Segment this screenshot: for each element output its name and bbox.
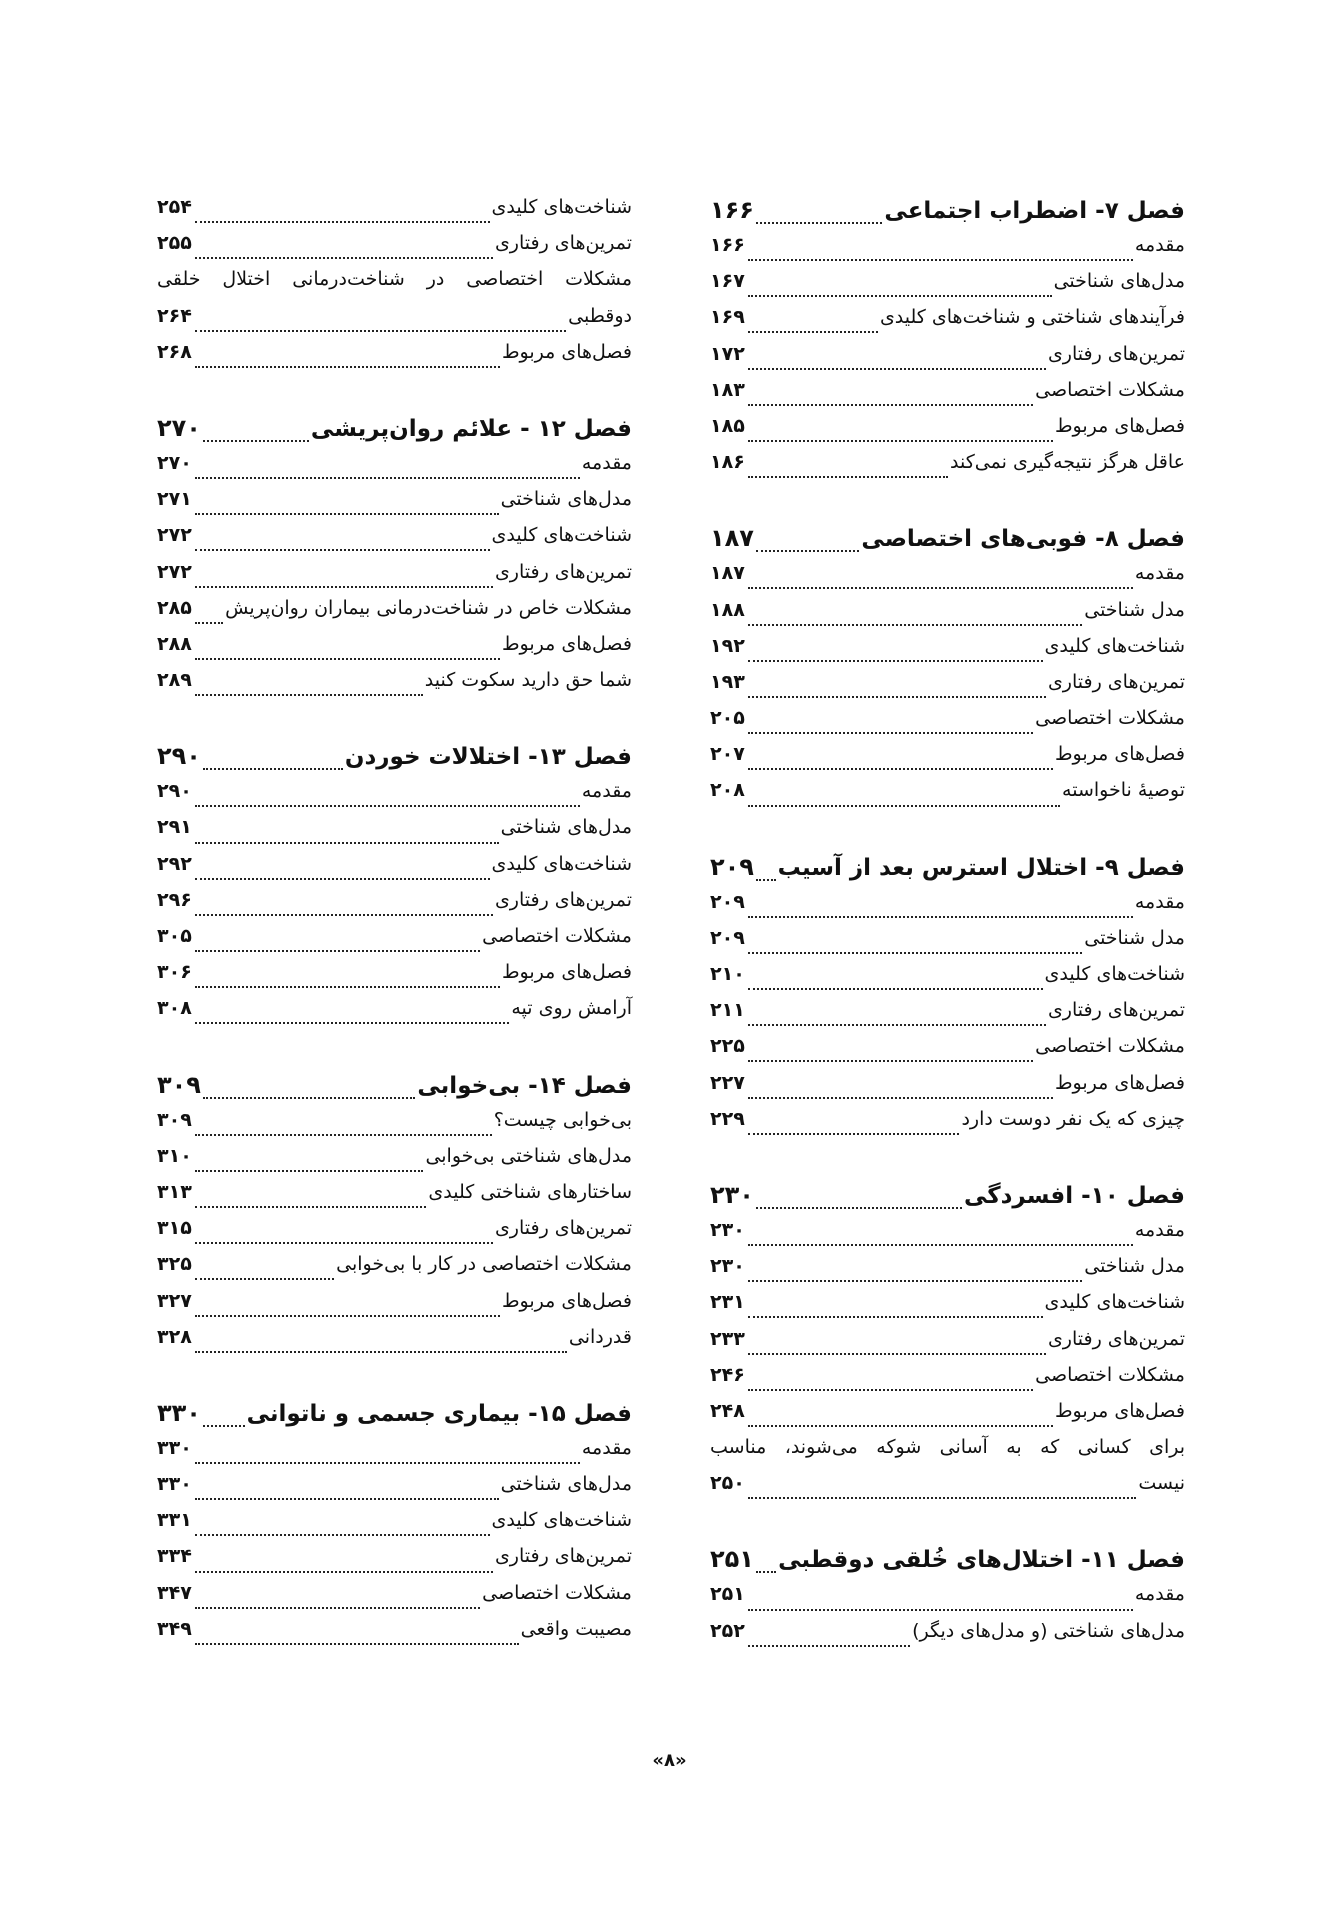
entry-title: مشکلات اختصاصی: [1035, 378, 1185, 401]
toc-entry: [710, 1400, 1185, 1436]
toc-entry: [710, 743, 1185, 779]
toc-entry: [710, 1219, 1185, 1255]
page-ref: ۲۹۰: [157, 780, 192, 803]
dot-leader: [748, 952, 1082, 954]
page-ref: ۲۲۹: [710, 1107, 745, 1130]
toc-entry: [157, 1582, 632, 1618]
page-ref: ۲۰۸: [710, 779, 745, 802]
entry-title: مقدمه: [1134, 1583, 1185, 1606]
page-ref: ۲۰۹: [710, 852, 754, 881]
dot-leader: [748, 1497, 1136, 1499]
chapter-heading: [157, 1071, 632, 1109]
toc-entry: [710, 234, 1185, 270]
toc-entry: [157, 925, 632, 961]
toc-section: [710, 853, 1185, 1144]
dot-leader: [748, 1060, 1033, 1062]
page-ref: ۱۸۵: [710, 414, 745, 437]
entry-title: مشکلات اختصاصی در شناخت‌درمانی اختلال خلقی: [157, 268, 632, 291]
toc-section: [710, 1181, 1185, 1509]
page-ref: ۲۳۱: [710, 1291, 745, 1314]
page-ref: ۲۳۰: [710, 1218, 745, 1241]
chapter-title: فصل ۸- فوبی‌های اختصاصی: [861, 526, 1185, 553]
chapter-title: فصل ۹- اختلال استرس بعد از آسیب: [777, 854, 1185, 881]
entry-title: شناخت‌های کلیدی: [491, 196, 632, 218]
dot-leader: [195, 221, 490, 223]
toc-entry: [157, 669, 632, 705]
chapter-heading: [710, 1545, 1185, 1583]
toc-entry: [157, 1618, 632, 1654]
chapter-title: فصل ۱۴- بی‌خوابی: [417, 1072, 632, 1099]
page-ref: ۳۴۷: [157, 1581, 192, 1604]
entry-title: تمرین‌های رفتاری: [494, 1545, 632, 1568]
entry-title: مقدمه: [581, 1436, 632, 1459]
toc-entry: [157, 488, 632, 524]
page-ref: ۲۰۵: [710, 707, 745, 730]
page-ref: ۲۹۲: [157, 852, 192, 875]
page-ref: ۲۰۹: [710, 926, 745, 949]
toc-entry: [157, 597, 632, 633]
page-ref: ۳۲۸: [157, 1325, 192, 1348]
dot-leader: [748, 1609, 1133, 1611]
entry-title: فصل‌های مربوط: [1054, 1071, 1185, 1094]
toc-section: [710, 1545, 1185, 1655]
page-ref: ۳۳۱: [157, 1509, 192, 1532]
dot-leader: [203, 1097, 415, 1099]
toc-entry: [157, 780, 632, 816]
entry-title: فصل‌های مربوط: [501, 632, 632, 655]
toc-entry: [157, 341, 632, 377]
toc-section: [157, 742, 632, 1033]
toc-entry: [710, 1035, 1185, 1071]
entry-title: مدل‌های شناختی (و مدل‌های دیگر): [912, 1619, 1185, 1642]
page-ref: ۲۹۱: [157, 816, 192, 839]
entry-title: فصل‌های مربوط: [501, 1289, 632, 1312]
dot-leader: [195, 986, 500, 988]
dot-leader: [748, 1645, 910, 1647]
page-ref: ۲۶۸: [157, 340, 192, 363]
toc-entry: [710, 963, 1185, 999]
entry-title: تمرین‌های رفتاری: [494, 560, 632, 583]
dot-leader: [748, 587, 1133, 589]
toc-entry: [157, 1509, 632, 1545]
chapter-heading: [710, 1181, 1185, 1219]
toc-section: [157, 1071, 632, 1362]
chapter-title: فصل ۱۲ - علائم روان‌پریشی: [310, 415, 632, 442]
chapter-heading: [710, 853, 1185, 891]
entry-title: مدل‌های شناختی: [500, 488, 632, 511]
page-ref: ۲۸۸: [157, 632, 192, 655]
page-ref: ۳۳۴: [157, 1545, 192, 1568]
toc-entry: [710, 999, 1185, 1035]
toc-entry: [157, 1290, 632, 1326]
entry-title: تمرین‌های رفتاری: [1047, 670, 1185, 693]
page-ref: ۲۳۳: [710, 1327, 745, 1350]
dot-leader: [195, 1242, 493, 1244]
chapter-heading: [710, 196, 1185, 234]
page-ref: ۲۳۰: [710, 1255, 745, 1278]
entry-title: تمرین‌های رفتاری: [494, 888, 632, 911]
toc-entry: [157, 1145, 632, 1181]
dot-leader: [195, 694, 423, 696]
entry-title: مدل‌های شناختی: [1053, 270, 1185, 293]
toc-entry: [157, 1437, 632, 1473]
page-ref: ۳۰۹: [157, 1108, 192, 1131]
toc-entry: [710, 1436, 1185, 1472]
toc-entry: [710, 671, 1185, 707]
entry-title: ساختارهای شناختی کلیدی: [428, 1180, 632, 1203]
dot-leader: [748, 696, 1046, 698]
page-ref: ۲۵۰: [710, 1472, 745, 1495]
page-ref: ۲۶۴: [157, 304, 192, 327]
dot-leader: [748, 660, 1043, 662]
toc-entry: [710, 1620, 1185, 1656]
toc-entry: [710, 343, 1185, 379]
chapter-heading: [710, 524, 1185, 562]
dot-leader: [195, 1278, 334, 1280]
page-ref: ۲۴۸: [710, 1399, 745, 1422]
toc-entry: [710, 1364, 1185, 1400]
dot-leader: [195, 1498, 499, 1500]
entry-title: مقدمه: [1134, 1218, 1185, 1241]
entry-title: عاقل هرگز نتیجه‌گیری نمی‌کند: [950, 451, 1185, 474]
entry-title: بی‌خوابی چیست؟: [493, 1108, 632, 1131]
toc-entry: [710, 1328, 1185, 1364]
page-ref: ۲۷۰: [157, 413, 201, 442]
entry-title: مشکلات اختصاصی: [482, 1581, 632, 1604]
toc-entry: [157, 561, 632, 597]
dot-leader: [748, 368, 1046, 370]
entry-title: آرامش روی تپه: [511, 997, 632, 1020]
dot-leader: [195, 1534, 490, 1536]
dot-leader: [756, 879, 776, 881]
dot-leader: [195, 622, 223, 624]
dot-leader: [195, 1022, 509, 1024]
entry-title: چیزی که یک نفر دوست دارد: [961, 1107, 1185, 1130]
toc-entry: [157, 633, 632, 669]
entry-title: مشکلات اختصاصی: [1035, 1363, 1185, 1386]
page-ref: ۲۵۴: [157, 196, 192, 218]
entry-title: فصل‌های مربوط: [1054, 414, 1185, 437]
toc-entry: [157, 305, 632, 341]
dot-leader: [748, 259, 1133, 261]
entry-title: مشکلات اختصاصی: [1035, 707, 1185, 730]
toc-entry: [157, 1181, 632, 1217]
dot-leader: [195, 549, 490, 551]
chapter-heading: [157, 414, 632, 452]
entry-title: فرآیندهای شناختی و شناخت‌های کلیدی: [879, 306, 1185, 329]
dot-leader: [195, 1643, 519, 1645]
page-number: «۸»: [652, 1750, 687, 1771]
page-ref: ۲۵۱: [710, 1545, 754, 1574]
entry-title: تمرین‌های رفتاری: [1047, 342, 1185, 365]
dot-leader: [203, 440, 309, 442]
dot-leader: [195, 1571, 493, 1573]
toc-entry: [157, 196, 632, 232]
dot-leader: [756, 222, 882, 224]
toc-entry: [710, 415, 1185, 451]
toc-entry: [157, 816, 632, 852]
page-ref: ۱۶۶: [710, 234, 745, 256]
page-ref: ۳۲۷: [157, 1289, 192, 1312]
dot-leader: [748, 732, 1033, 734]
entry-title: مشکلات اختصاصی: [1035, 1035, 1185, 1058]
dot-leader: [748, 476, 948, 478]
entry-title: تمرین‌های رفتاری: [1047, 1327, 1185, 1350]
dot-leader: [203, 1425, 245, 1427]
dot-leader: [748, 805, 1060, 807]
toc-entry: [157, 1326, 632, 1362]
page-ref: ۲۹۶: [157, 888, 192, 911]
page-ref: ۱۹۲: [710, 634, 745, 657]
dot-leader: [195, 1134, 492, 1136]
entry-title: توصیهٔ ناخواسته: [1062, 779, 1185, 802]
toc-entry: [157, 1473, 632, 1509]
page-ref: ۳۱۰: [157, 1144, 192, 1167]
toc-entry: [710, 306, 1185, 342]
chapter-title: فصل ۱۰- افسردگی: [963, 1182, 1185, 1209]
entry-title: شناخت‌های کلیدی: [491, 1509, 632, 1532]
dot-leader: [195, 950, 480, 952]
dot-leader: [748, 404, 1033, 406]
page-ref: ۲۷۲: [157, 524, 192, 547]
page-ref: ۲۳۰: [710, 1180, 754, 1209]
toc-column-right: [710, 196, 1185, 1693]
toc-column-left: [157, 196, 632, 1691]
entry-title: فصل‌های مربوط: [501, 340, 632, 363]
dot-leader: [748, 768, 1053, 770]
entry-title: مصیبت واقعی: [520, 1617, 632, 1640]
page-ref: ۳۰۶: [157, 961, 192, 984]
entry-title: تمرین‌های رفتاری: [1047, 999, 1185, 1022]
entry-title: مدل شناختی: [1084, 926, 1185, 949]
page-ref: ۲۷۱: [157, 488, 192, 511]
page-ref: ۲۵۵: [157, 232, 192, 255]
toc-entry: [710, 707, 1185, 743]
toc-entry: [710, 891, 1185, 927]
entry-title: دوقطبی: [568, 304, 632, 327]
entry-title: شما حق دارید سکوت کنید: [424, 669, 632, 692]
chapter-heading: [157, 1399, 632, 1437]
toc-entry: [710, 1291, 1185, 1327]
toc-entry: [710, 562, 1185, 598]
page-ref: ۲۱۰: [710, 963, 745, 985]
page-ref: ۲۱۱: [710, 999, 745, 1022]
toc-entry: [157, 232, 632, 268]
chapter-title: فصل ۱۱- اختلال‌های خُلقی دوقطبی: [778, 1547, 1185, 1574]
entry-title: مقدمه: [1134, 562, 1185, 585]
page-ref: ۳۰۵: [157, 925, 192, 947]
dot-leader: [748, 1133, 959, 1135]
toc-entry: [157, 1109, 632, 1145]
entry-title: مشکلات اختصاصی در کار با بی‌خوابی: [336, 1253, 632, 1276]
dot-leader: [195, 1206, 426, 1208]
entry-title: مدل‌های شناختی: [500, 1473, 632, 1496]
dot-leader: [195, 330, 566, 332]
toc-section: [710, 524, 1185, 815]
dot-leader: [756, 1571, 776, 1573]
page-ref: ۱۸۷: [710, 562, 745, 585]
entry-title: مدل شناختی: [1084, 1255, 1185, 1278]
page-ref: ۱۸۷: [710, 524, 754, 553]
entry-title: مشکلات اختصاصی: [482, 925, 632, 947]
page-ref: ۲۸۹: [157, 669, 192, 692]
dot-leader: [748, 624, 1082, 626]
dot-leader: [203, 768, 343, 770]
dot-leader: [195, 878, 490, 880]
dot-leader: [748, 1244, 1133, 1246]
toc-entry: [710, 599, 1185, 635]
page-ref: ۳۳۰: [157, 1398, 201, 1427]
page-ref: ۱۷۲: [710, 342, 745, 365]
entry-title: مقدمه: [1134, 234, 1185, 256]
dot-leader: [748, 1425, 1053, 1427]
chapter-heading: [157, 742, 632, 780]
dot-leader: [748, 1024, 1046, 1026]
dot-leader: [195, 1462, 580, 1464]
toc-entry: [710, 379, 1185, 415]
page-ref: ۲۸۵: [157, 596, 192, 619]
entry-title: مقدمه: [581, 780, 632, 803]
toc-entry: [157, 889, 632, 925]
toc-entry: [157, 997, 632, 1033]
dot-leader: [756, 550, 859, 552]
page-ref: ۲۰۹: [710, 890, 745, 913]
dot-leader: [195, 586, 493, 588]
entry-title: شناخت‌های کلیدی: [1044, 963, 1185, 985]
toc-entry: [157, 1253, 632, 1289]
entry-title: فصل‌های مربوط: [501, 961, 632, 984]
toc-entry: [157, 452, 632, 488]
page-ref: ۱۸۶: [710, 451, 745, 474]
page-ref: ۲۲۷: [710, 1071, 745, 1094]
entry-title: شناخت‌های کلیدی: [491, 852, 632, 875]
toc-entry: [710, 635, 1185, 671]
dot-leader: [748, 1389, 1033, 1391]
toc-entry: [157, 1217, 632, 1253]
page-ref: ۳۳۰: [157, 1436, 192, 1459]
chapter-title: فصل ۷- اضطراب اجتماعی: [884, 198, 1185, 224]
page-ref: ۲۵۲: [710, 1619, 745, 1642]
entry-title: نیست: [1138, 1472, 1185, 1495]
page-ref: ۱۸۳: [710, 378, 745, 401]
toc-entry: [710, 451, 1185, 487]
page-ref: ۲۲۵: [710, 1035, 745, 1058]
entry-title: قدردانی: [568, 1325, 632, 1348]
entry-title: مقدمه: [581, 451, 632, 474]
toc-entry: [710, 1255, 1185, 1291]
dot-leader: [195, 842, 499, 844]
toc-entry: [710, 1072, 1185, 1108]
toc-entry: [157, 853, 632, 889]
entry-title: تمرین‌های رفتاری: [494, 232, 632, 255]
entry-title: فصل‌های مربوط: [1054, 743, 1185, 766]
dot-leader: [195, 257, 493, 259]
chapter-title: فصل ۱۳- اختلالات خوردن: [344, 744, 632, 771]
page-ref: ۲۷۲: [157, 560, 192, 583]
dot-leader: [195, 805, 580, 807]
page-ref: ۳۳۰: [157, 1473, 192, 1496]
dot-leader: [756, 1207, 962, 1209]
entry-title: شناخت‌های کلیدی: [1044, 1291, 1185, 1314]
toc-entry: [710, 927, 1185, 963]
page-ref: ۳۴۹: [157, 1617, 192, 1640]
page-ref: ۱۶۷: [710, 270, 745, 293]
page-ref: ۲۹۰: [157, 742, 201, 771]
dot-leader: [195, 914, 493, 916]
dot-leader: [748, 988, 1043, 990]
toc-section: [710, 196, 1185, 487]
entry-title: مدل شناختی: [1084, 598, 1185, 621]
entry-title: برای کسانی که به آسانی شوکه می‌شوند، مناسب: [710, 1436, 1185, 1459]
dot-leader: [195, 366, 500, 368]
chapter-title: فصل ۱۵- بیماری جسمی و ناتوانی: [246, 1400, 632, 1427]
dot-leader: [748, 1097, 1053, 1099]
page-ref: ۲۰۷: [710, 743, 745, 766]
entry-title: فصل‌های مربوط: [1054, 1399, 1185, 1422]
toc-section: [157, 196, 632, 377]
toc-section: [157, 414, 632, 705]
page-ref: ۱۶۹: [710, 306, 745, 329]
toc-entry: [710, 1472, 1185, 1508]
dot-leader: [195, 1351, 567, 1353]
page-ref: ۳۱۳: [157, 1180, 192, 1203]
page-ref: ۳۰۸: [157, 997, 192, 1020]
dot-leader: [748, 916, 1133, 918]
toc-entry: [157, 524, 632, 560]
dot-leader: [195, 658, 500, 660]
toc-entry: [157, 1545, 632, 1581]
dot-leader: [748, 440, 1053, 442]
page-ref: ۳۰۹: [157, 1070, 201, 1099]
page-ref: ۱۶۶: [710, 196, 754, 224]
dot-leader: [748, 295, 1052, 297]
toc-entry: [157, 268, 632, 304]
entry-title: مقدمه: [1134, 890, 1185, 913]
dot-leader: [195, 477, 580, 479]
page-ref: ۱۸۸: [710, 598, 745, 621]
toc-entry: [157, 961, 632, 997]
toc-entry: [710, 1108, 1185, 1144]
toc-entry: [710, 270, 1185, 306]
page-ref: ۱۹۳: [710, 670, 745, 693]
entry-title: تمرین‌های رفتاری: [494, 1217, 632, 1240]
page-ref: ۲۴۶: [710, 1363, 745, 1386]
dot-leader: [748, 1316, 1043, 1318]
dot-leader: [748, 1280, 1082, 1282]
toc-entry: [710, 779, 1185, 815]
toc-section: [157, 1399, 632, 1654]
page-ref: ۳۲۵: [157, 1253, 192, 1276]
toc-entry: [710, 1583, 1185, 1619]
page-ref: ۲۷۰: [157, 451, 192, 474]
page-ref: ۳۱۵: [157, 1217, 192, 1240]
entry-title: شناخت‌های کلیدی: [491, 524, 632, 547]
dot-leader: [748, 1353, 1046, 1355]
entry-title: شناخت‌های کلیدی: [1044, 634, 1185, 657]
page-ref: ۲۵۱: [710, 1583, 745, 1606]
dot-leader: [195, 1607, 480, 1609]
dot-leader: [748, 331, 878, 333]
entry-title: مدل‌های شناختی: [500, 816, 632, 839]
entry-title: مدل‌های شناختی بی‌خوابی: [425, 1144, 632, 1167]
dot-leader: [195, 513, 499, 515]
dot-leader: [195, 1315, 500, 1317]
dot-leader: [195, 1170, 423, 1172]
entry-title: مشکلات خاص در شناخت‌درمانی بیماران روان‌پریش: [225, 596, 632, 619]
